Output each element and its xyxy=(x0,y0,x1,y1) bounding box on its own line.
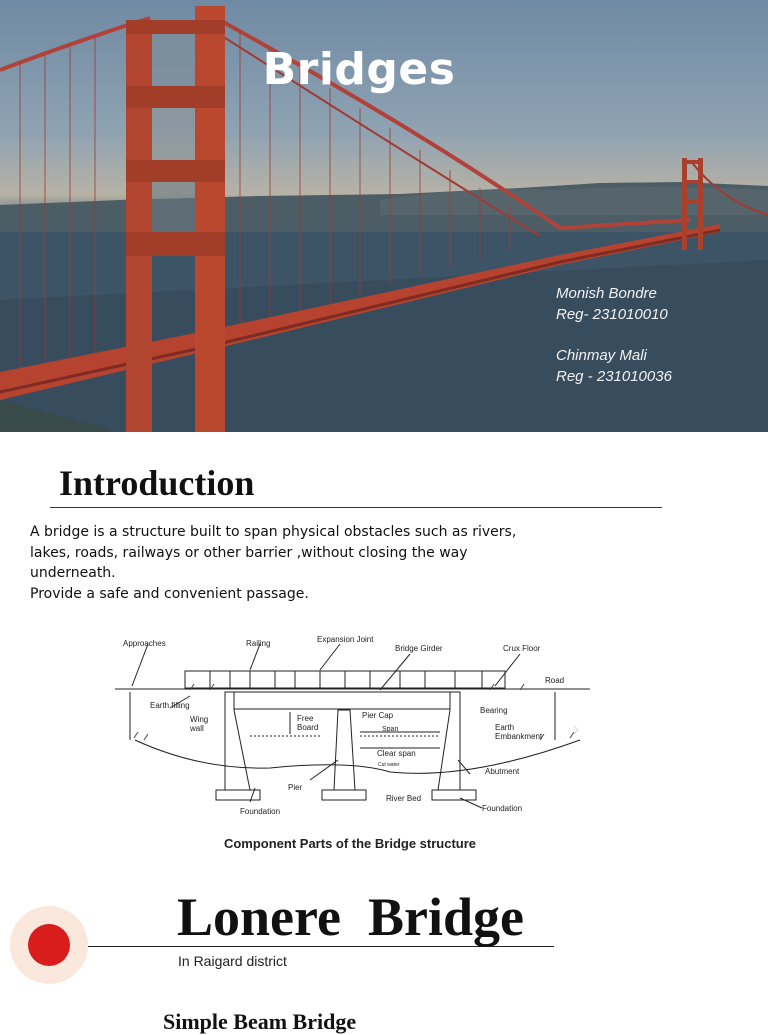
red-dot-icon xyxy=(28,924,70,966)
paragraph-line: lakes, roads, railways or other barrier ,without closing the way xyxy=(30,544,468,561)
label-bearing: Bearing xyxy=(480,706,508,715)
author-reg: Reg- 231010010 xyxy=(556,306,668,323)
label-clear-span: Clear span xyxy=(377,749,416,758)
next-arrow-icon[interactable]: › xyxy=(572,716,580,741)
label-railing: Railing xyxy=(246,639,271,648)
title-rule-left xyxy=(88,946,166,947)
label-pier-cap: Pier Cap xyxy=(362,711,394,720)
author-reg: Reg - 231010036 xyxy=(556,368,672,385)
introduction-paragraph xyxy=(30,522,550,604)
label-pier: Pier xyxy=(288,783,303,792)
label-earth-embankment: Earth Embankment xyxy=(495,723,543,741)
introduction-heading: Introduction xyxy=(59,463,255,503)
label-expansion-joint: Expansion Joint xyxy=(317,635,374,644)
label-abutment: Abutment xyxy=(485,767,520,776)
label-road: Road xyxy=(545,676,565,685)
label-cut-water: Cut water xyxy=(378,762,400,768)
lonere-bridge-subtitle: In Raigard district xyxy=(178,953,287,969)
label-free-board: Free Board xyxy=(297,714,319,732)
label-bridge-girder: Bridge Girder xyxy=(395,644,443,653)
presentation-title: Bridges xyxy=(262,44,456,95)
title-slide xyxy=(0,0,768,432)
label-wing-wall: Wing wall xyxy=(190,715,209,733)
paragraph-line: A bridge is a structure built to span physical obstacles such as rivers, xyxy=(30,524,517,540)
author-list xyxy=(556,283,672,387)
label-crux-floor: Crux Floor xyxy=(503,644,541,653)
label-foundation-right: Foundation xyxy=(482,804,523,813)
next-slide-heading: Simple Beam Bridge xyxy=(163,1009,357,1034)
label-river-bed: River Bed xyxy=(386,794,422,803)
lonere-bridge-title: Lonere Bridge xyxy=(177,887,524,947)
label-earth-filling: Earth filling xyxy=(150,701,190,710)
bridge-components-diagram xyxy=(110,630,610,830)
heading-underline xyxy=(50,507,662,508)
label-foundation-left: Foundation xyxy=(240,807,281,816)
author-name: Monish Bondre xyxy=(556,285,657,302)
author-name: Chinmay Mali xyxy=(556,347,647,364)
diagram-caption: Component Parts of the Bridge structure xyxy=(223,836,477,851)
paragraph-line: underneath. xyxy=(30,565,116,581)
label-span: Span xyxy=(382,726,399,733)
label-approaches: Approaches xyxy=(123,639,166,648)
paragraph-line: Provide a safe and convenient passage. xyxy=(30,585,309,602)
